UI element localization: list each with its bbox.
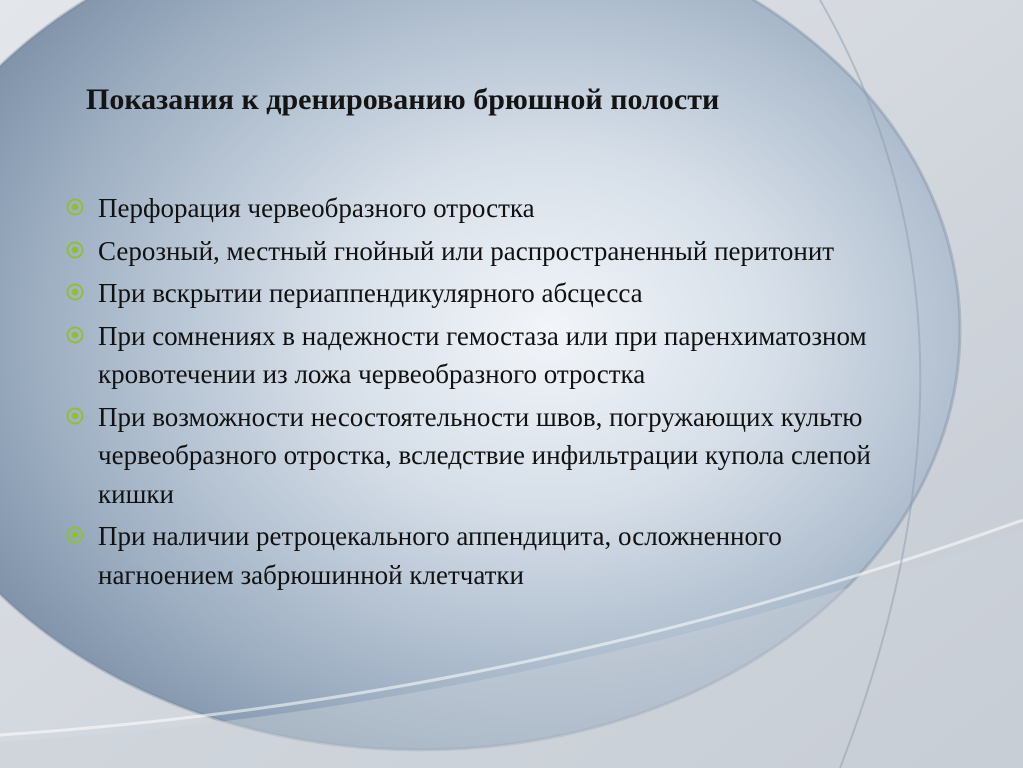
circle-bullet-icon — [66, 407, 84, 425]
slide-title: Показания к дренированию брюшной полости — [86, 83, 720, 116]
bullet-text: При вскрытии периаппендикулярного абсцесса — [98, 278, 643, 308]
bullet-list — [66, 189, 886, 598]
bullet-item — [66, 274, 886, 313]
bullet-text: Перфорация червеобразного отростка — [98, 193, 535, 223]
bullet-item — [66, 517, 886, 594]
circle-bullet-icon — [66, 326, 84, 344]
circle-bullet-icon — [66, 283, 84, 301]
bullet-item — [66, 317, 886, 394]
bullet-item — [66, 398, 886, 514]
bullet-text: Серозный, местный гнойный или распространенный перитонит — [98, 235, 835, 266]
bullet-item — [66, 232, 886, 271]
circle-bullet-icon — [66, 241, 84, 259]
circle-bullet-icon — [66, 526, 84, 544]
bullet-item — [66, 189, 886, 228]
bullet-text: При наличии ретроцекального аппендицита, осложненного нагноением забрюшинной клетчатки — [98, 521, 782, 590]
bullet-text: При сомнениях в надежности гемостаза или при паренхиматозном кровотечении из ложа червеобразного отростка — [98, 320, 867, 389]
circle-bullet-icon — [66, 198, 84, 216]
bullet-text: При возможности несостоятельности швов, погружающих культю червеобразного отростка, вследствие инфильтрации купола слепой кишки — [98, 401, 871, 509]
